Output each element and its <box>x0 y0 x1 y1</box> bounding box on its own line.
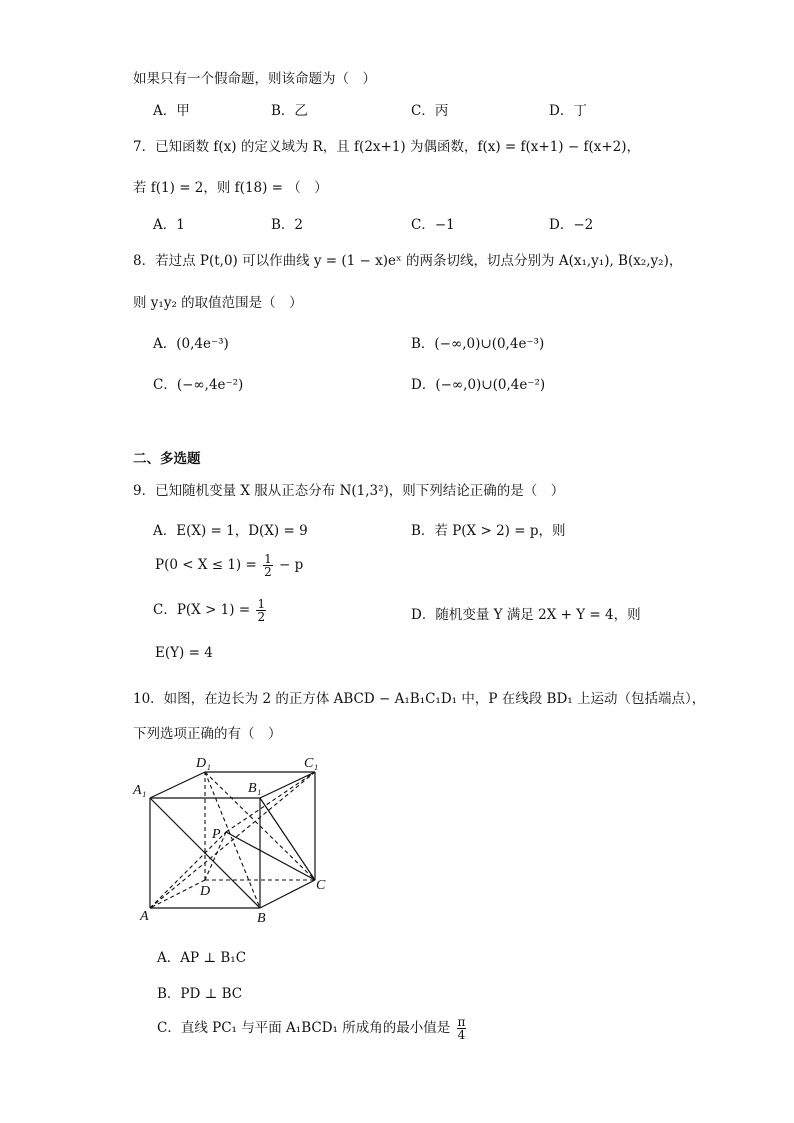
q9-option-c-frac-den: 2 <box>257 610 266 624</box>
q10-option-c-frac-den: 4 <box>457 1028 466 1042</box>
q9-stem: 9．已知随机变量 X 服从正态分布 N(1,3²)，则下列结论正确的是（ ） <box>133 483 565 499</box>
segment-a-p <box>150 832 226 908</box>
q9-option-c <box>153 598 268 623</box>
q9-option-b-fraction <box>263 553 273 578</box>
q8-stem-line1: 8．若过点 P(t,0) 可以作曲线 y = (1 − x)eˣ 的两条切线，切点分别为 A(x₁,y₁), B(x₂,y₂)， <box>133 253 683 269</box>
label-a1: A₁ <box>133 783 147 798</box>
q9-option-d-continued: E(Y) = 4 <box>155 645 213 661</box>
q7-stem-line1: 7．已知函数 f(x) 的定义域为 R，且 f(2x+1) 为偶函数，f(x) = f(x+1) − f(x+2)， <box>133 139 641 155</box>
label-d1: D₁ <box>196 756 211 771</box>
segment-p-c-solid <box>226 832 315 880</box>
intro-line: 如果只有一个假命题，则该命题为（ ） <box>133 71 376 87</box>
q6-option-b: B．乙 <box>271 103 308 119</box>
q9-option-d: D．随机变量 Y 满足 2X + Y = 4，则 <box>411 607 641 623</box>
q7-stem-line2: 若 f(1) = 2，则 f(18) = （ ） <box>133 180 328 196</box>
label-p: P <box>212 827 221 842</box>
q10-option-c-left: C．直线 PC₁ 与平面 A₁BCD₁ 所成角的最小值是 <box>157 1020 451 1036</box>
q6-option-d: D．丁 <box>549 103 587 119</box>
q9-option-b: B．若 P(X > 2) = p，则 <box>411 523 566 539</box>
label-d: D <box>200 884 211 899</box>
edge-b-c <box>260 880 315 908</box>
segment-p-c1 <box>226 772 315 832</box>
q10-option-a: A．AP ⊥ B₁C <box>157 950 247 966</box>
q9-option-b-frac-den: 2 <box>264 565 272 579</box>
q7-option-a: A．1 <box>153 217 185 233</box>
q9-option-c-left: C．P(X > 1) = <box>153 602 251 618</box>
edge-a1-d1 <box>150 772 205 798</box>
segment-b1-c <box>260 798 315 880</box>
q10-option-b: B．PD ⊥ BC <box>157 986 243 1002</box>
label-a: A <box>140 909 149 924</box>
q9-option-b-frac-num: 1 <box>264 552 272 566</box>
label-b1: B₁ <box>248 781 262 796</box>
q8-option-d: D．(−∞,0)∪(0,4e⁻²) <box>411 377 546 393</box>
section-title: 二、多选题 <box>133 451 201 467</box>
q7-option-d: D．−2 <box>549 217 594 233</box>
q10-option-c-frac-num: π <box>457 1015 466 1029</box>
q8-option-b: B．(−∞,0)∪(0,4e⁻³) <box>411 336 545 352</box>
q7-option-c: C．−1 <box>411 217 455 233</box>
q9-option-b-right: − p <box>279 557 304 573</box>
q9-option-c-frac-num: 1 <box>257 597 266 611</box>
q8-option-a: A．(0,4e⁻³) <box>153 336 229 352</box>
q8-option-c: C．(−∞,4e⁻²) <box>153 377 244 393</box>
q10-stem-line1: 10．如图，在边长为 2 的正方体 ABCD − A₁B₁C₁D₁ 中，P 在线段 BD₁ 上运动（包括端点）， <box>133 691 706 707</box>
q9-option-b-left: P(0 < X ≤ 1) = <box>155 557 257 573</box>
segment-a-c1 <box>150 772 315 908</box>
label-c1: C₁ <box>304 756 319 771</box>
q10-option-c <box>157 1016 468 1041</box>
q9-option-b-continued <box>155 553 303 578</box>
edge-d-a-hidden <box>150 880 205 908</box>
q7-option-b: B．2 <box>271 217 304 233</box>
q9-option-c-fraction <box>256 598 266 623</box>
label-b: B <box>257 911 266 926</box>
q8-stem-line2: 则 y₁y₂ 的取值范围是（ ） <box>133 295 303 311</box>
cube-figure <box>130 752 340 927</box>
q10-option-c-fraction <box>457 1016 467 1041</box>
q10-stem-line2: 下列选项正确的有（ ） <box>133 726 282 742</box>
q6-option-a: A．甲 <box>153 103 190 119</box>
q6-option-c: C．丙 <box>411 103 449 119</box>
q9-option-a: A．E(X) = 1，D(X) = 9 <box>153 523 308 539</box>
label-c: C <box>316 878 326 893</box>
